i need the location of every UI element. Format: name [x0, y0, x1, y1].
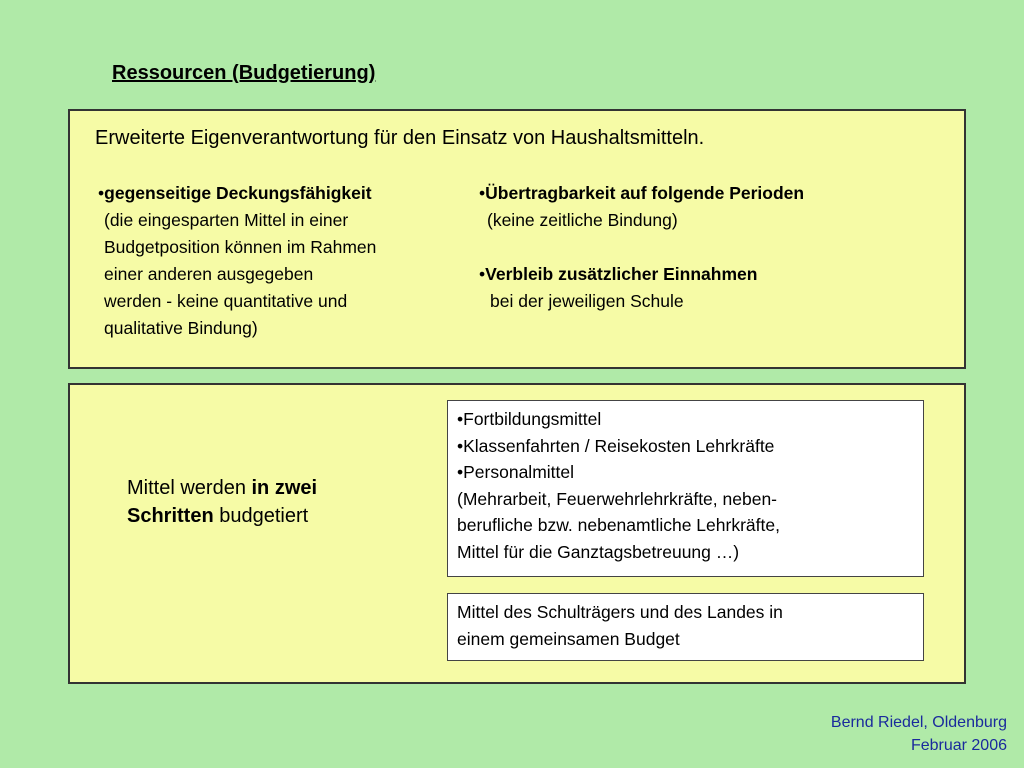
- budget-item-line: •Fortbildungsmittel: [457, 409, 602, 429]
- budget-item-line: •Personalmittel: [457, 462, 575, 482]
- verbleib-line: bei der jeweiligen Schule: [490, 291, 684, 311]
- footer-author: Bernd Riedel, Oldenburg: [830, 714, 1007, 731]
- bullet: •: [98, 183, 105, 203]
- two-steps-text: [127, 474, 317, 530]
- bullet: •: [479, 183, 486, 203]
- verbleib-item: [479, 261, 757, 315]
- uebertragbarkeit-item: [479, 180, 804, 234]
- budget-item-line: •Klassenfahrten / Reisekosten Lehrkräfte: [457, 435, 775, 456]
- deckungsfaehigkeit-heading: gegenseitige Deckungsfähigkeit: [104, 183, 372, 203]
- deckungsfaehigkeit-item: [98, 180, 376, 342]
- footer-credit: [831, 711, 1007, 757]
- budget-item-line: Mittel für die Ganztagsbetreuung …): [457, 541, 740, 562]
- budget-item-line: (Mehrarbeit, Feuerwehrlehrkräfte, neben-: [457, 488, 778, 509]
- verbleib-heading: Verbleib zusätzlicher Einnahmen: [485, 264, 758, 284]
- deckungsfaehigkeit-line: (die eingesparten Mittel in einer: [104, 210, 349, 230]
- two-steps-text-after: budgetiert: [213, 505, 309, 527]
- slide-title: Ressourcen (Budgetierung): [112, 62, 376, 84]
- deckungsfaehigkeit-line: qualitative Bindung): [104, 318, 258, 338]
- two-steps-bold-1: in zwei: [251, 477, 318, 499]
- uebertragbarkeit-heading: Übertragbarkeit auf folgende Perioden: [485, 183, 805, 203]
- two-steps-text-before: Mittel werden: [127, 477, 252, 499]
- budget-items-box: [447, 400, 924, 577]
- footer-date: Februar 2006: [910, 737, 1007, 754]
- deckungsfaehigkeit-line: Budgetposition können im Rahmen: [104, 237, 377, 257]
- joint-budget-line: einem gemeinsamen Budget: [457, 628, 680, 649]
- two-steps-bold-2: Schritten: [127, 505, 214, 527]
- bullet: •: [479, 264, 486, 284]
- budget-item-line: berufliche bzw. nebenamtliche Lehrkräfte,: [457, 515, 780, 535]
- joint-budget-line: Mittel des Schulträgers und des Landes in: [457, 602, 783, 622]
- uebertragbarkeit-line: (keine zeitliche Bindung): [487, 210, 678, 230]
- top-panel-heading: Erweiterte Eigenverantwortung für den Einsatz von Haushaltsmitteln.: [95, 127, 705, 149]
- deckungsfaehigkeit-line: werden - keine quantitative und: [104, 291, 348, 311]
- deckungsfaehigkeit-line: einer anderen ausgegeben: [104, 264, 314, 284]
- joint-budget-box: [447, 593, 924, 661]
